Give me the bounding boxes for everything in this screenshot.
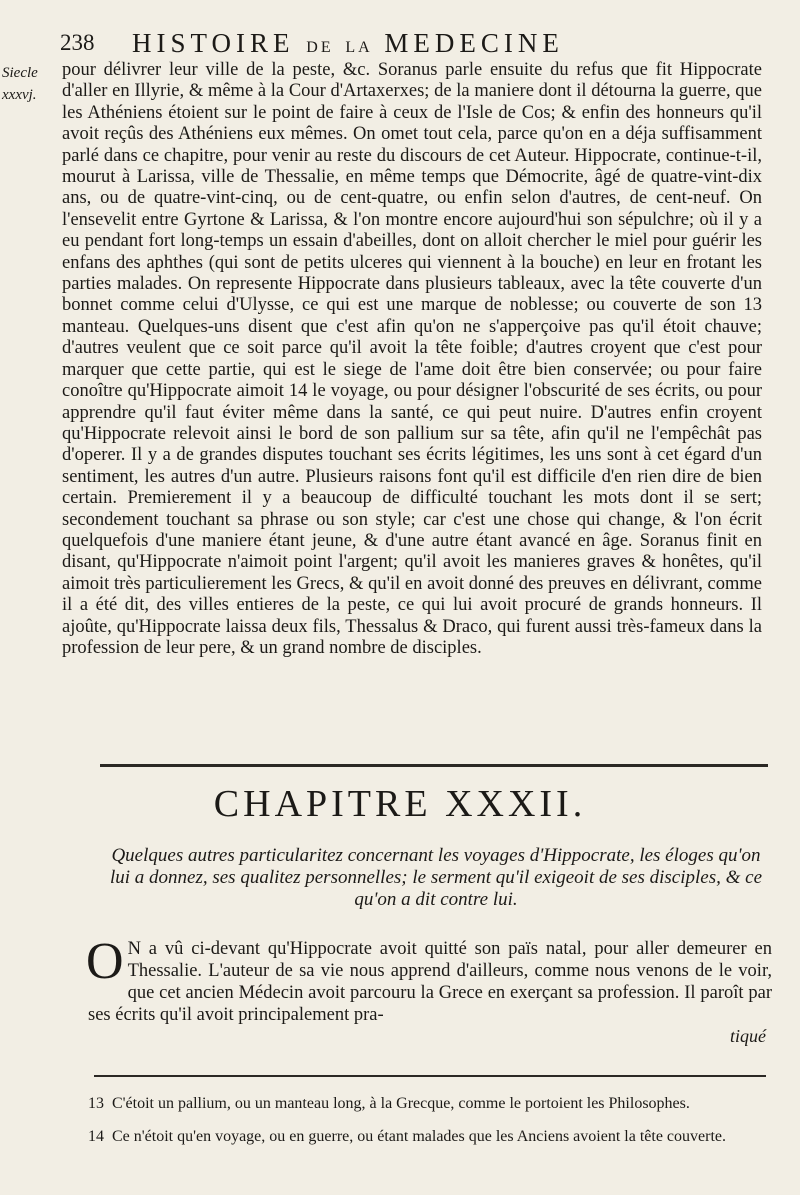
footnote-divider [94, 1075, 766, 1077]
chapter-opening-text: N a vû ci-devant qu'Hippocrate avoit quitté son païs natal, pour aller demeurer en Thessalie. L'auteur de sa vie nous apprend d'ailleurs, comme nous venons de le voir, que cet ancien Médecin avoit parcouru la Grece en exerçant sa profession. Il paroît par ses écrits qu'il avoit principalement pra- [88, 939, 772, 1025]
running-title-word-1: HISTOIRE [132, 28, 295, 58]
chapter-opening [86, 933, 772, 1026]
footnote [88, 1093, 772, 1114]
margin-note [2, 62, 38, 106]
footnote-text: C'étoit un pallium, ou un manteau long, à la Grecque, comme le portoient les Philosophes. [112, 1095, 690, 1112]
running-title [132, 28, 564, 59]
margin-note-line-2: xxxvj. [2, 87, 37, 103]
running-title-word-2: DE [306, 39, 334, 56]
footnote [88, 1126, 772, 1147]
footnotes [88, 1093, 772, 1159]
chapter-title: CHAPITRE XXXII. [213, 783, 587, 825]
running-head [60, 28, 740, 58]
page-number: 238 [60, 30, 95, 55]
footnote-number: 14 [88, 1128, 104, 1145]
chapter-divider [100, 764, 768, 767]
catchword: tiqué [730, 1026, 766, 1046]
main-passage [62, 60, 762, 659]
running-title-word-4: MEDECINE [384, 28, 564, 58]
margin-note-line-1: Siecle [2, 65, 38, 81]
running-title-word-3: LA [345, 39, 373, 56]
footnote-number: 13 [88, 1095, 104, 1112]
drop-cap: O [86, 933, 124, 990]
main-passage-text: pour délivrer leur ville de la peste, &c. Soranus parle ensuite du refus que fit Hippocrate d'aller en Illyrie, & même à la Cour d'Artaxerxes; de la maniere dont il détourna la guerre, que les Athéniens étoient sur le point de faire à ceux de l'Isle de Cos; & enfin des honneurs qu'il avoit reçûs des Athéniens eux mêmes. On omet tout cela, parce qu'on en a déja suffisamment parlé dans ce chapitre, pour venir au reste du discours de cet Auteur. Hippocrate, continue-t-il, mourut à Larissa, ville de Thessalie, en même temps que Démocrite, âgé de quatre-vint-dix ans, ou de quatre-vint-cinq, ou de cent-quatre, ou enfin selon d'autres, de cent-neuf. On l'ensevelit entre Gyrtone & Larissa, & l'on montre encore aujourd'hui son sépulchre; où il y a eu pendant fort long-temps un essain d'abeilles, dont on alloit chercher le miel pour guérir les enfans des aphthes (qui sont de petits ulceres qui viennent à la bouche) en leur en frotant les parties malades. On represente Hippocrate dans plusieurs tableaux, avec la tête couverte d'un bonnet comme celui d'Ulysse, ce qui est une marque de noblesse; ou couverte de son 13 manteau. Quelques-uns disent que c'est afin qu'on ne s'apperçoive pas qu'il étoit chauve; d'autres veulent que ce soit parce qu'il avoit la tête foible; d'autres croyent que c'est pour marquer que cette partie, qui est le siege de l'ame doit être bien conservée; ou pour faire conoître qu'Hippocrate aimoit 14 le voyage, ou pour désigner l'obscurité de ses écrits, ou pour apprendre qu'il faut éviter même dans la santé, ce qui peut nuire. D'autres enfin croyent qu'Hippocrate relevoit ainsi le bord de son pallium sur sa tête, afin qu'il ne l'empêchât pas d'operer. Il y a de grandes disputes touchant ses écrits légitimes, les uns sont à cet égard d'un sentiment, les autres d'un autre. Plusieurs raisons font qu'il est difficile d'en rien dire de bien certain. Premierement il y a beaucoup de difficulté touchant les mots dont il se sert; secondement touchant sa phrase ou son style; car c'est une chose qui change, & l'on écrit quelquefois d'une maniere étant jeune, & d'une autre étant avancé en âge. Soranus finit en disant, qu'Hippocrate n'aimoit point l'argent; qu'il avoit les manieres graves & honêtes, qu'il aimoit très particulierement les Grecs, & qu'il en avoit donné des preuves en délivrant, comme il a été dit, des villes entieres de la peste, ce qui lui avoit procuré de grands honneurs. Il ajoûte, qu'Hippocrate laissa deux fils, Thessalus & Draco, qui furent aussi très-fameux dans la profession de leur pere, & un grand nombre de disciples. [62, 60, 762, 658]
footnote-text: Ce n'étoit qu'en voyage, ou en guerre, ou étant malades que les Anciens avoient la tête couverte. [112, 1128, 726, 1145]
chapter-summary: Quelques autres particularitez concernant les voyages d'Hippocrate, les éloges qu'on lui a donnez, ses qualitez personnelles; le serment qu'il exigeoit de ses disciples, & ce qu'on a dit contre lui. [109, 845, 763, 910]
